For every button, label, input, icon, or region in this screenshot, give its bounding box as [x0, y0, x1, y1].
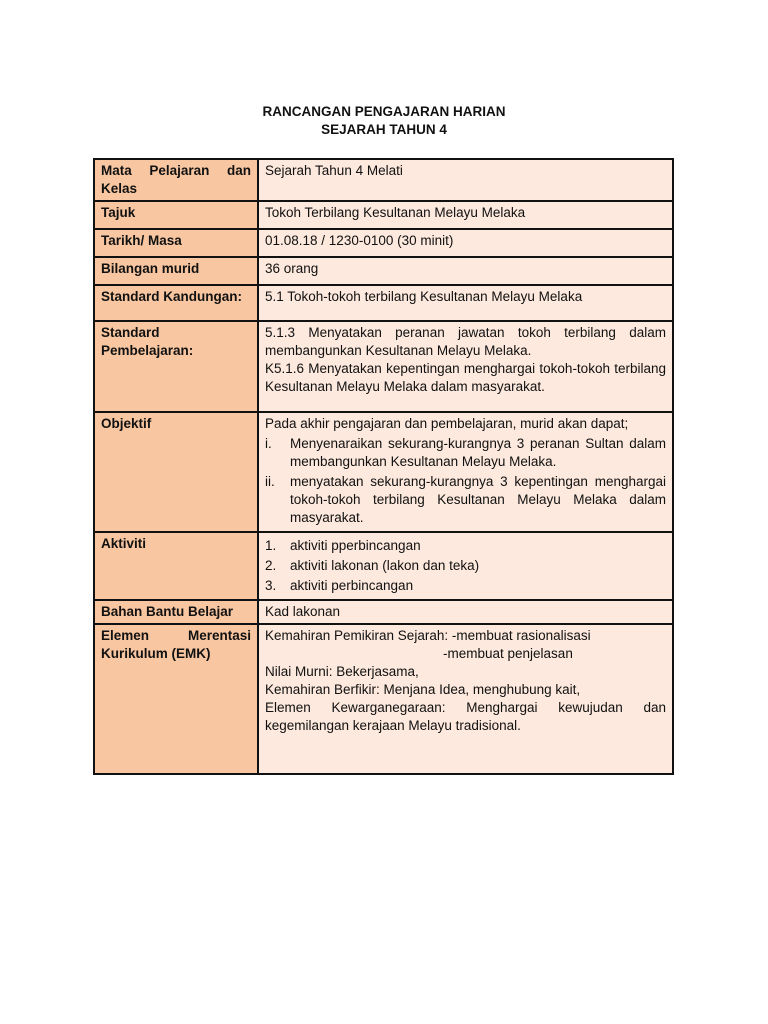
aktiviti-list — [265, 537, 666, 595]
label-emk-line1: Elemen Merentasi — [101, 628, 251, 643]
standard-pembelajaran-para-2: K5.1.6 Menyatakan kepentingan menghargai tokoh-tokoh terbilang Kesultanan Melayu Melaka dalam masyarakat. — [265, 361, 666, 394]
list-marker: 2. — [265, 558, 277, 573]
label-emk — [94, 624, 258, 774]
row-bahan-bantu — [94, 600, 673, 624]
row-aktiviti — [94, 532, 673, 600]
standard-pembelajaran-para-1: 5.1.3 Menyatakan peranan jawatan tokoh terbilang dalam membangunkan Kesultanan Melayu Melaka. — [265, 325, 666, 358]
list-marker: i. — [265, 436, 272, 451]
emk-line-5: Elemen Kewarganegaraan: Menghargai kewujudan dan kegemilangan kerajaan Melayu tradisional. — [265, 700, 666, 733]
list-item — [265, 435, 666, 471]
row-standard-kandungan — [94, 285, 673, 321]
label-mata-pelajaran-line1: Mata Pelajaran dan — [101, 163, 251, 178]
list-marker: ii. — [265, 474, 275, 489]
label-aktiviti: Aktiviti — [94, 532, 258, 600]
value-tarikh: 01.08.18 / 1230-0100 (30 minit) — [258, 229, 673, 257]
row-mata-pelajaran — [94, 159, 673, 201]
label-bahan-bantu: Bahan Bantu Belajar — [94, 600, 258, 624]
value-objektif — [258, 412, 673, 532]
list-item-text: aktiviti pperbincangan — [290, 538, 421, 553]
list-item-text: Menyenaraikan sekurang-kurangnya 3 peranan Sultan dalam membangunkan Kesultanan Melayu Melaka. — [290, 436, 666, 469]
list-marker: 1. — [265, 538, 277, 553]
list-item — [265, 473, 666, 527]
value-mata-pelajaran: Sejarah Tahun 4 Melati — [258, 159, 673, 201]
emk-line-2: -membuat penjelasan — [443, 646, 573, 661]
label-tajuk: Tajuk — [94, 201, 258, 229]
emk-line-3: Nilai Murni: Bekerjasama, — [265, 664, 419, 679]
list-item-text: aktiviti lakonan (lakon dan teka) — [290, 558, 480, 573]
list-item-text: aktiviti perbincangan — [290, 578, 414, 593]
value-tajuk: Tokoh Terbilang Kesultanan Melayu Melaka — [258, 201, 673, 229]
row-tarikh — [94, 229, 673, 257]
label-mata-pelajaran — [94, 159, 258, 201]
list-item — [265, 577, 666, 595]
objektif-list — [265, 435, 666, 527]
label-standard-kandungan: Standard Kandungan: — [94, 285, 258, 321]
row-objektif — [94, 412, 673, 532]
row-tajuk — [94, 201, 673, 229]
value-emk — [258, 624, 673, 774]
row-emk — [94, 624, 673, 774]
value-bilangan: 36 orang — [258, 257, 673, 285]
label-standard-pembelajaran-line2: Pembelajaran: — [101, 343, 194, 358]
label-standard-pembelajaran-line1: Standard — [101, 325, 160, 340]
emk-line-1: Kemahiran Pemikiran Sejarah: -membuat rasionalisasi — [265, 628, 591, 643]
list-item — [265, 537, 666, 555]
list-item-text: menyatakan sekurang-kurangnya 3 kepentingan menghargai tokoh-tokoh terbilang Kesultanan Melayu Melaka dalam masyarakat. — [290, 474, 666, 525]
emk-line-4: Kemahiran Berfikir: Menjana Idea, menghubung kait, — [265, 682, 581, 697]
label-mata-pelajaran-line2: Kelas — [101, 181, 138, 196]
title-line-1: RANCANGAN PENGAJARAN HARIAN — [262, 104, 506, 119]
objektif-intro: Pada akhir pengajaran dan pembelajaran, murid akan dapat; — [265, 416, 629, 431]
value-bahan-bantu: Kad lakonan — [258, 600, 673, 624]
list-marker: 3. — [265, 578, 277, 593]
title-line-2: SEJARAH TAHUN 4 — [321, 122, 447, 137]
value-standard-pembelajaran — [258, 321, 673, 412]
list-item — [265, 557, 666, 575]
label-emk-line2: Kurikulum (EMK) — [101, 646, 211, 661]
label-bilangan: Bilangan murid — [94, 257, 258, 285]
value-aktiviti — [258, 532, 673, 600]
label-tarikh: Tarikh/ Masa — [94, 229, 258, 257]
label-objektif: Objektif — [94, 412, 258, 532]
value-standard-kandungan: 5.1 Tokoh-tokoh terbilang Kesultanan Melayu Melaka — [258, 285, 673, 321]
row-standard-pembelajaran — [94, 321, 673, 412]
lesson-plan-table — [93, 158, 674, 775]
page-title — [0, 103, 768, 139]
row-bilangan — [94, 257, 673, 285]
label-standard-pembelajaran — [94, 321, 258, 412]
